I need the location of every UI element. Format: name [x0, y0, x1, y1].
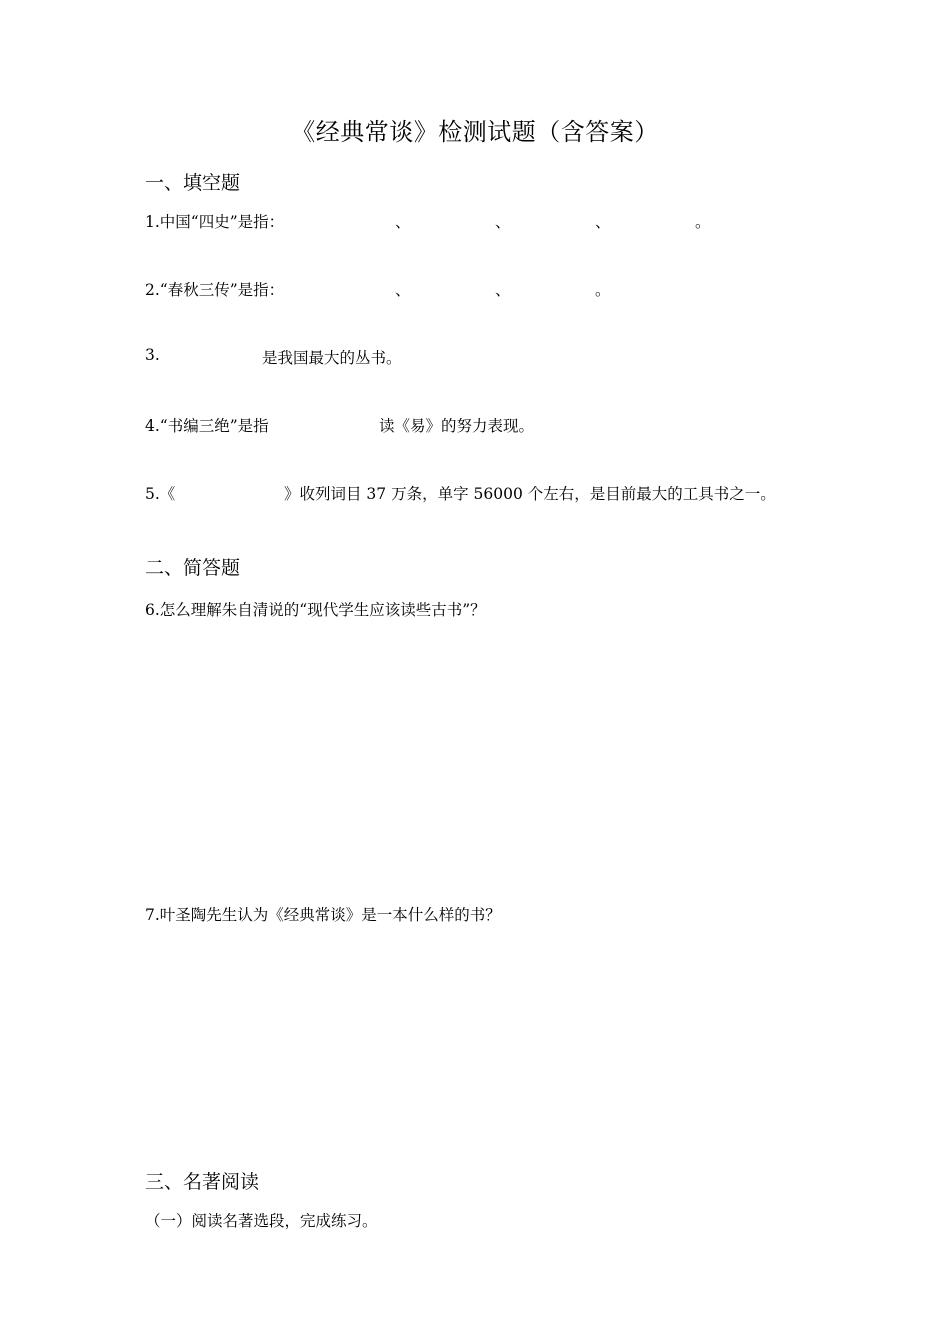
question-4-text: 4.“书编三绝”是指 [145, 417, 269, 435]
question-1-separator: 、 [495, 213, 511, 231]
question-2 [145, 278, 284, 300]
page-title: 《经典常谈》检测试题（含答案） [291, 118, 659, 146]
question-2-text: 2.“春秋三传”是指： [145, 281, 285, 299]
question-1-text: 1.中国“四史”是指： [145, 213, 285, 231]
question-5-head: 5.《 [145, 485, 176, 503]
question-1 [145, 210, 284, 232]
question-7-text: 7.叶圣陶先生认为《经典常谈》是一本什么样的书？ [145, 906, 501, 924]
question-6-text: 6.怎么理解朱自清说的“现代学生应该读些古书”？ [145, 601, 486, 619]
section-heading-reading: 三、名著阅读 [145, 1171, 260, 1193]
section-heading-short-answer: 二、简答题 [145, 557, 241, 579]
reading-subsection-1: （一）阅读名著选段，完成练习。 [145, 1212, 378, 1230]
question-2-separator: 、 [395, 281, 411, 299]
question-4-tail: 读《易》的努力表现。 [379, 417, 535, 435]
question-1-end-mark: 。 [695, 213, 711, 231]
question-2-end-mark: 。 [595, 281, 611, 299]
question-3-text: 是我国最大的丛书。 [262, 349, 402, 367]
section-heading-fill-in: 一、填空题 [145, 172, 241, 194]
question-3-number: 3. [145, 346, 160, 364]
question-2-separator: 、 [495, 281, 511, 299]
question-5-tail: 》收列词目 37 万条，单字 56000 个左右，是目前最大的工具书之一。 [284, 485, 776, 503]
question-1-separator: 、 [595, 213, 611, 231]
question-1-separator: 、 [395, 213, 411, 231]
